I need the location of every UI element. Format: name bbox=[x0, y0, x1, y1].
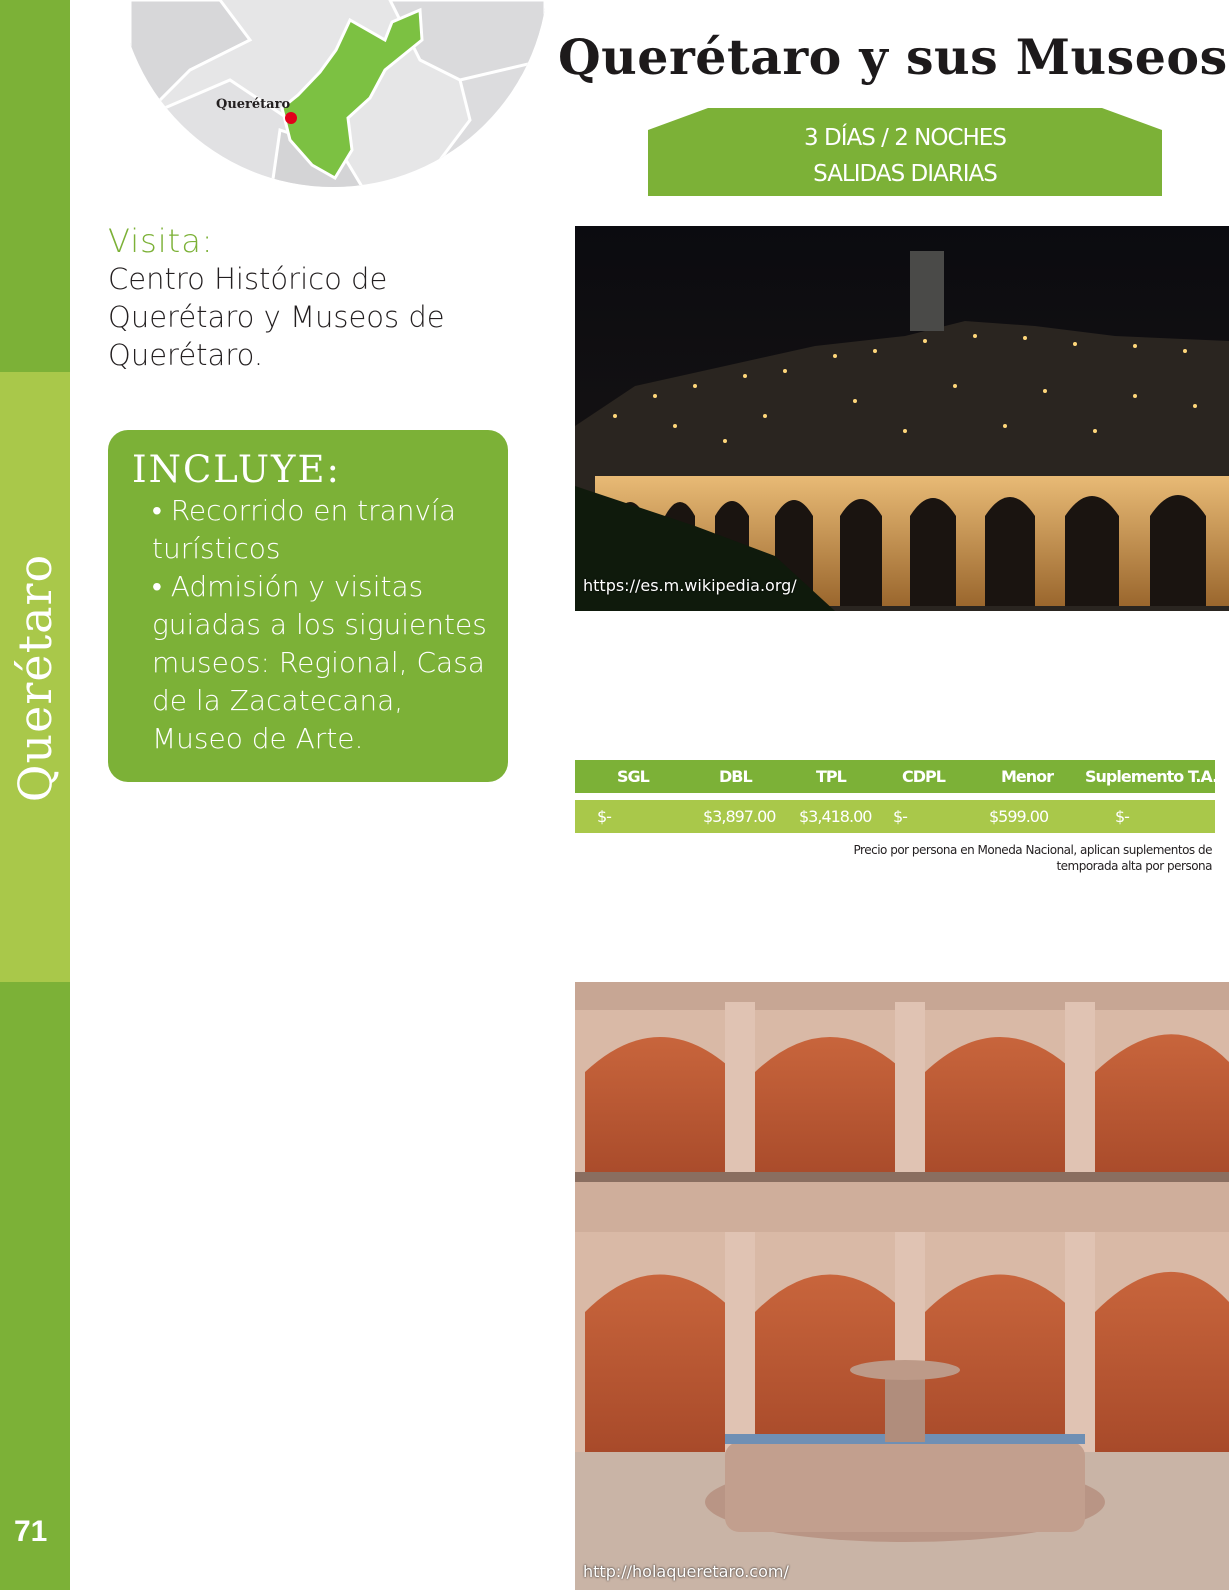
sidebar-section-label: Querétaro bbox=[8, 553, 62, 803]
price-value-dbl: $3,897.00 bbox=[703, 807, 776, 826]
includes-item: • Recorrido en tranvía turísticos bbox=[152, 494, 457, 565]
includes-heading: INCLUYE: bbox=[132, 448, 341, 491]
price-value-sgl: $- bbox=[597, 807, 611, 826]
duration-nights: 3 DÍAS / 2 NOCHES bbox=[804, 125, 1006, 151]
page-title: Querétaro y sus Museos bbox=[558, 28, 1228, 86]
price-header-tpl: TPL bbox=[816, 767, 846, 786]
price-value-tpl: $3,418.00 bbox=[799, 807, 872, 826]
map-city-label: Querétaro bbox=[216, 97, 291, 112]
photo2-credit: http://holaqueretaro.com/ bbox=[583, 1562, 789, 1581]
visita-heading: Visita: bbox=[108, 222, 214, 260]
duration-banner bbox=[648, 108, 1162, 196]
duration-departures: SALIDAS DIARIAS bbox=[813, 161, 997, 187]
price-value-suplemento: $- bbox=[1115, 807, 1129, 826]
duration-text bbox=[648, 120, 1162, 192]
price-header-sgl: SGL bbox=[617, 767, 649, 786]
price-header-suplemento: Suplemento T.A. bbox=[1085, 767, 1218, 786]
price-header-dbl: DBL bbox=[719, 767, 752, 786]
museum-courtyard-photo bbox=[575, 982, 1229, 1590]
price-header-menor: Menor bbox=[1001, 767, 1054, 786]
price-value-cdpl: $- bbox=[893, 807, 907, 826]
price-table-header bbox=[575, 760, 1218, 793]
photo1-credit: https://es.m.wikipedia.org/ bbox=[583, 576, 797, 595]
aqueduct-night-photo bbox=[575, 226, 1229, 611]
page-number: 71 bbox=[14, 1515, 48, 1548]
price-header-cdpl: CDPL bbox=[902, 767, 945, 786]
price-note: Precio por persona en Moneda Nacional, aplican suplementos de temporada alta por persona bbox=[853, 843, 1212, 873]
price-value-menor: $599.00 bbox=[989, 807, 1049, 826]
includes-box bbox=[108, 430, 508, 782]
includes-list bbox=[152, 492, 492, 758]
location-map bbox=[130, 0, 545, 200]
sidebar bbox=[0, 0, 70, 1590]
city-marker-icon bbox=[285, 112, 297, 124]
price-table-row bbox=[575, 800, 1215, 833]
includes-item: • Admisión y visitas guiadas a los siguientes museos: Regional, Casa de la Zacatecana, Museo de Arte. bbox=[152, 570, 487, 755]
visita-description: Centro Histórico de Querétaro y Museos de Querétaro. bbox=[108, 262, 445, 372]
